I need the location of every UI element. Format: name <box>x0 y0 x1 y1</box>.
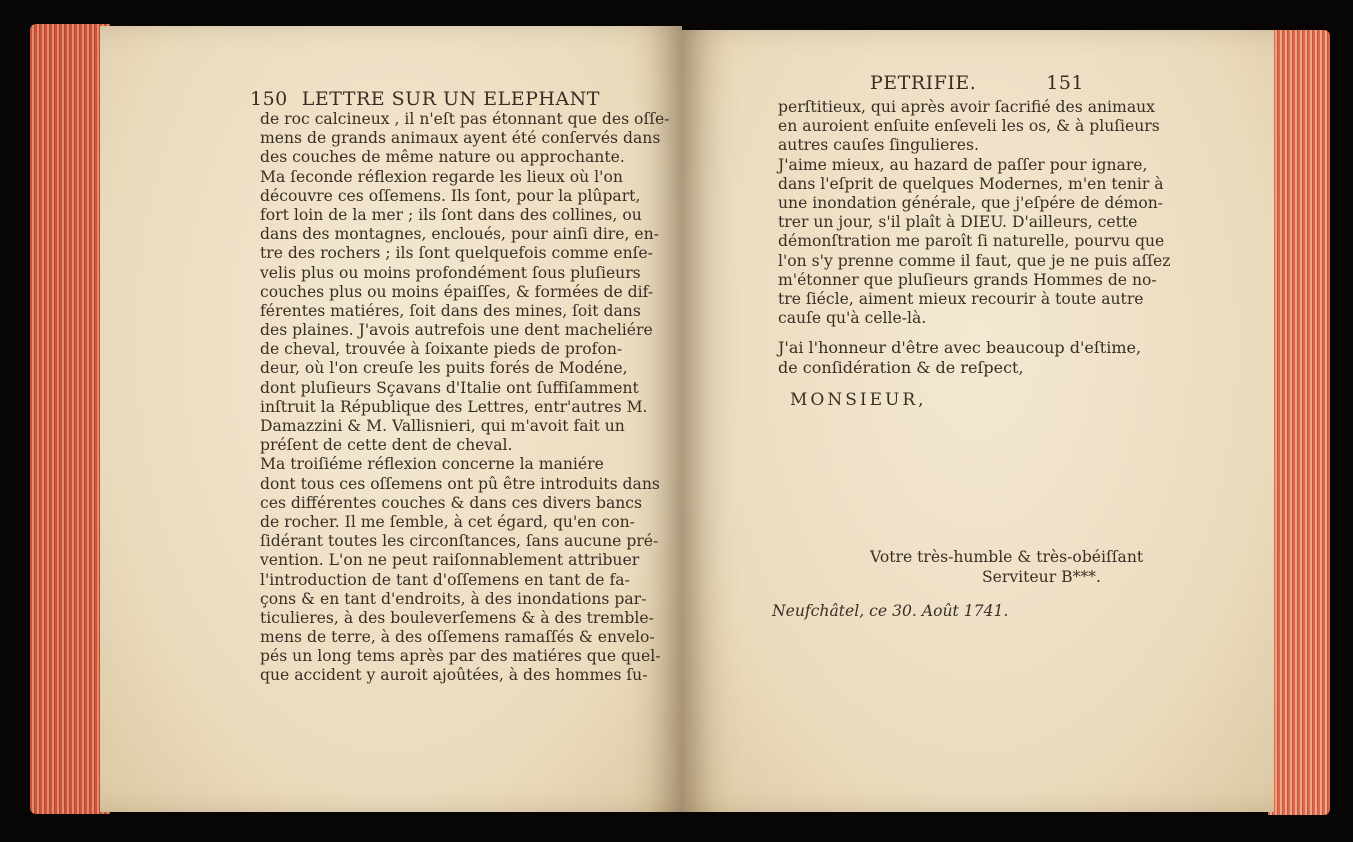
text-line: de cheval, trouvée à ſoixante pieds de profon- <box>260 340 623 359</box>
text-line: m'étonner que pluſieurs grands Hommes de no- <box>778 270 1157 289</box>
text-line: dont pluſieurs Sçavans d'Italie ont ſuffiſamment <box>260 378 639 397</box>
text-line: J'aime mieux, au hazard de paſſer pour ignare, <box>778 155 1148 174</box>
left-page-edges <box>30 24 110 814</box>
text-line: fort loin de la mer ; ils ſont dans des collines, ou <box>260 205 642 224</box>
text-line: ces différentes couches & dans ces divers bancs <box>260 493 643 512</box>
left-running-title: LETTRE SUR UN ELEPHANT <box>301 88 600 110</box>
text-line: l'on s'y prenne comme il faut, que je ne puis aſſez <box>778 251 1171 270</box>
text-line: mens de grands animaux ayent été conſervés dans <box>260 129 661 148</box>
text-line: dont tous ces oſſemens ont pû être introduits dans <box>260 474 660 493</box>
signature-line-2: Serviteur B***. <box>982 568 1101 586</box>
dateline: Neufchâtel, ce 30. Août 1741. <box>772 602 1009 620</box>
text-line: Ma ſeconde réflexion regarde les lieux où l'on <box>260 167 623 186</box>
text-line: une inondation générale, que j'eſpére de démon- <box>778 193 1164 212</box>
text-line: des couches de même nature ou approchante. <box>260 148 625 167</box>
text-line: inſtruit la République des Lettres, entr'autres M. <box>260 397 648 416</box>
left-page-number: 150 <box>250 88 288 110</box>
text-line: démonſtration me paroît ſi naturelle, pourvu que <box>778 232 1165 251</box>
text-line: vention. L'on ne peut raiſonnablement attribuer <box>260 551 640 570</box>
text-line: des plaines. J'avois autrefois une dent macheliére <box>260 321 653 340</box>
text-line: mens de terre, à des oſſemens ramaſſés & envelo- <box>260 628 655 647</box>
text-line: dans l'eſprit de quelques Modernes, m'en tenir à <box>778 174 1164 193</box>
signature-line-1: Votre très-humble & très-obéiſſant <box>870 548 1144 566</box>
right-page-number: 151 <box>1046 72 1085 94</box>
text-line: en auroient enſuite enſeveli les os, & à pluſieurs <box>778 117 1160 136</box>
text-line: trer un jour, s'il plaît à DIEU. D'ailleurs, cette <box>778 213 1138 232</box>
text-line: férentes matiéres, ſoit dans des mines, ſoit dans <box>260 301 641 320</box>
text-line: çons & en tant d'endroits, à des inondations par- <box>260 589 647 608</box>
text-line: ſidérant toutes les circonſtances, ſans aucune pré- <box>260 532 659 551</box>
text-line: de roc calcineux , il n'eſt pas étonnant que des oſſe- <box>260 110 670 128</box>
text-line: de conſidération & de reſpect, <box>778 358 1024 377</box>
text-line: dans des montagnes, encloués, pour ainſi dire, en- <box>260 225 659 244</box>
right-running-head <box>870 72 1084 94</box>
right-page-text <box>778 98 1170 328</box>
left-page <box>100 26 682 812</box>
text-line: velis plus ou moins profondément ſous pluſieurs <box>260 263 641 282</box>
text-line: pés un long tems après par des matiéres que quel- <box>260 647 661 666</box>
right-running-title: PETRIFIE. <box>870 72 977 94</box>
text-line: que accident y auroit ajoûtées, à des hommes ſu- <box>260 666 648 685</box>
text-line: découvre ces oſſemens. Ils ſont, pour la plûpart, <box>260 186 641 205</box>
text-line: ticulieres, à des bouleverſemens & à des tremble- <box>260 608 654 627</box>
text-line: Ma troiſiéme réflexion concerne la maniére <box>260 455 604 474</box>
text-line: tre ſiécle, aiment mieux recourir à toute autre <box>778 289 1144 308</box>
closing-formula <box>778 338 1141 378</box>
text-line: préſent de cette dent de cheval. <box>260 436 513 455</box>
text-line: de rocher. Il me ſemble, à cet égard, qu'en con- <box>260 512 635 531</box>
right-page-edges <box>1268 30 1330 815</box>
text-line: perſtitieux, qui après avoir ſacrifié des animaux <box>778 98 1155 116</box>
text-line: Damazzini & M. Vallisnieri, qui m'avoit fait un <box>260 417 625 435</box>
text-line: J'ai l'honneur d'être avec beaucoup d'eſtime, <box>778 338 1142 357</box>
text-line: deur, où l'on creuſe les puits forés de Modéne, <box>260 359 628 378</box>
left-page-text <box>260 110 669 686</box>
text-line: cauſe qu'à celle-là. <box>778 309 927 328</box>
text-line: tre des rochers ; ils ſont quelquefois comme enſe- <box>260 244 653 263</box>
text-line: l'introduction de tant d'oſſemens en tant de fa- <box>260 570 630 589</box>
left-running-head <box>250 88 600 110</box>
text-line: autres cauſes ſingulieres. <box>778 136 979 155</box>
right-page <box>682 30 1274 812</box>
text-line: couches plus ou moins épaiſſes, & formées de dif- <box>260 282 654 301</box>
salutation: MONSIEUR, <box>790 390 927 410</box>
